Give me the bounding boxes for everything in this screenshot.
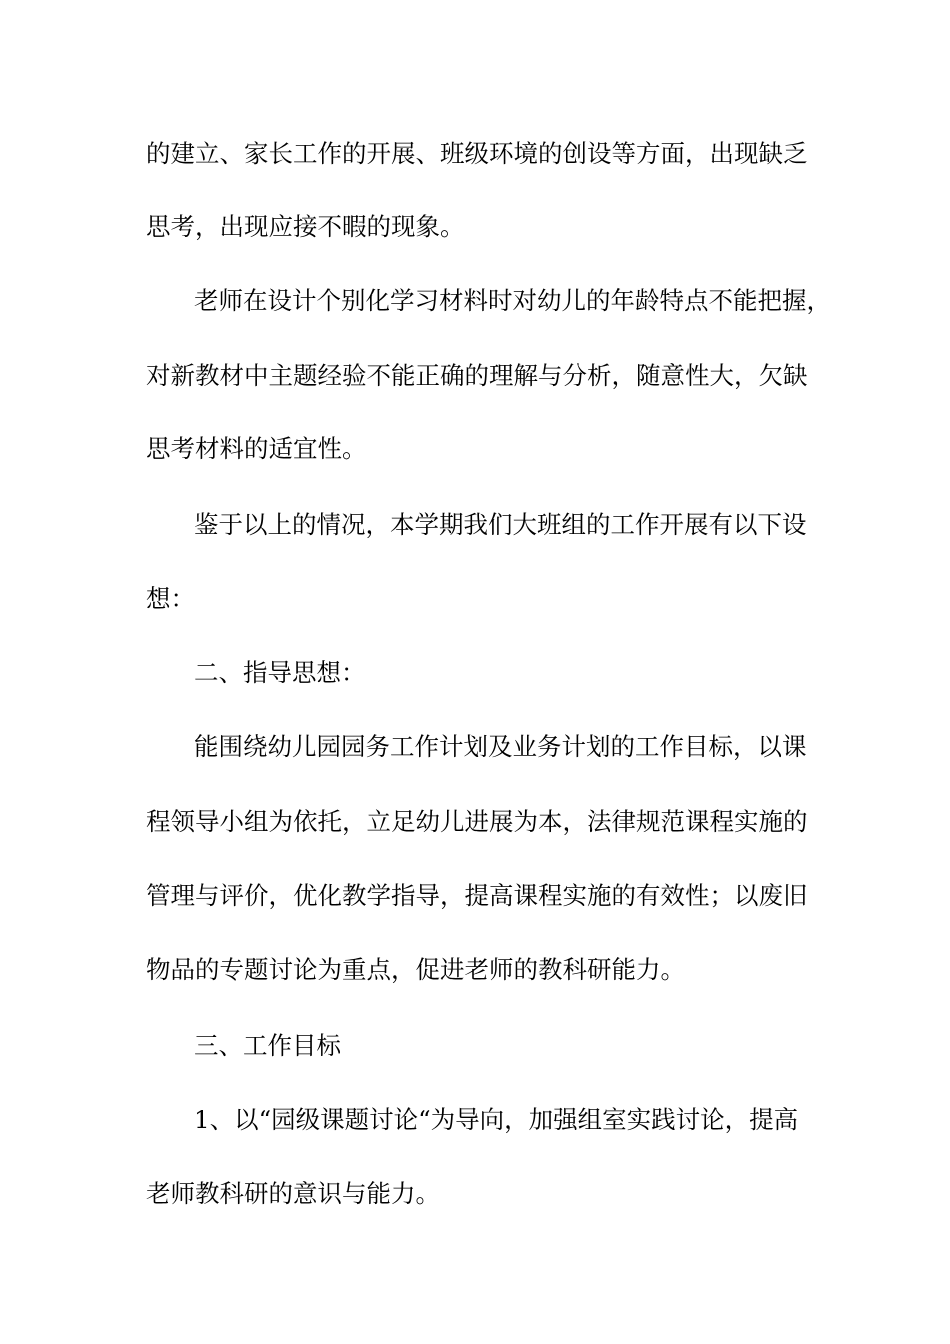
paragraph-3-line-1: 鉴于以上的情况，本学期我们大班组的工作开展有以下设 xyxy=(194,510,807,539)
paragraph-3-line-2: 想： xyxy=(146,584,195,613)
paragraph-4-line-3: 管理与评价，优化教学指导，提高课程实施的有效性；以废旧 xyxy=(146,881,808,910)
goal-1-line-1: 1、以“园级课题讨论“为导向，加强组室实践讨论，提高 xyxy=(194,1105,799,1134)
paragraph-4-line-4: 物品的专题讨论为重点，促进老师的教科研能力。 xyxy=(146,955,685,984)
paragraph-2-line-2: 对新教材中主题经验不能正确的理解与分析，随意性大，欠缺 xyxy=(146,361,808,390)
paragraph-1-line-1: 的建立、家长工作的开展、班级环境的创设等方面，出现缺乏 xyxy=(146,139,808,168)
paragraph-2-line-3: 思考材料的适宜性。 xyxy=(146,434,367,463)
paragraph-4-line-1: 能围绕幼儿园园务工作计划及业务计划的工作目标，以课 xyxy=(194,732,807,761)
goal-1-line-2: 老师教科研的意识与能力。 xyxy=(146,1179,440,1208)
paragraph-2-line-1: 老师在设计个别化学习材料时对幼儿的年龄特点不能把握， xyxy=(194,286,831,315)
paragraph-1-line-2: 思考，出现应接不暇的现象。 xyxy=(146,212,465,241)
section-heading-work-goals: 三、工作目标 xyxy=(194,1031,341,1060)
section-heading-guiding-thought: 二、指导思想： xyxy=(194,658,366,687)
paragraph-4-line-2: 程领导小组为依托，立足幼儿进展为本，法律规范课程实施的 xyxy=(146,807,808,836)
